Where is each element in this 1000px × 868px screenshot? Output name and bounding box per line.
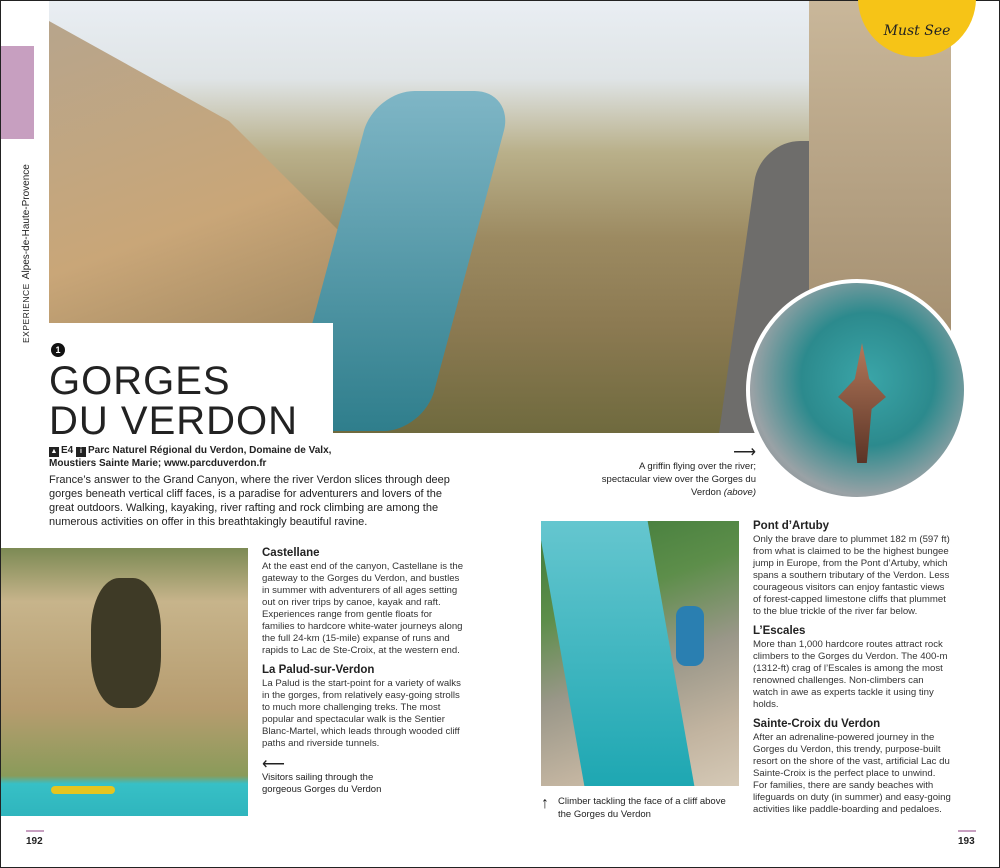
climber: [676, 606, 704, 666]
kayak: [51, 786, 115, 794]
griffin-photo: [746, 279, 968, 501]
section-color-tab: [1, 46, 34, 139]
section-heading: Castellane: [262, 547, 320, 559]
griffin-bird: [838, 343, 886, 463]
section-heading: Sainte-Croix du Verdon: [753, 718, 881, 730]
section-label: EXPERIENCE: [21, 283, 31, 343]
left-column: [262, 546, 467, 796]
right-column: [753, 519, 951, 822]
griffin-caption-text: A griffin flying over the river; spectacular view over the Gorges du Verdon: [601, 461, 756, 498]
region-label: Alpes-de-Haute-Provence: [21, 164, 32, 280]
climber-caption: [541, 795, 741, 821]
section-heading: L’Escales: [753, 625, 806, 637]
griffin-caption-note: (above): [723, 487, 756, 498]
arrow-up-icon: ↑: [541, 795, 549, 812]
intro-text: France’s answer to the Grand Canyon, where the river Verdon slices through deep gorges beneath vertical cliff faces, is a paradise for adventurers and lovers of the great outdoors. Walking, kayaking, river rafting and rock climbing are among the numerous activities on offer in this breathtakingly beautiful ravine.: [49, 474, 450, 528]
section-body: At the east end of the canyon, Castellane is the gateway to the Gorges du Verdon, and bustles in summer with adventurers of all ages setting out on river trips by canoe, kayak and raft. Experiences range from gentle floats for families to hardcore white-water journeys along the full 24-km (15-mile) expanse of runs and rapids to Lac de Ste-Croix, at the western end.: [262, 561, 464, 656]
arrow-right-icon: ⟶: [733, 444, 756, 461]
section-body: After an adrenaline-powered journey in the Gorges du Verdon, this trendy, purpose-built resort on the shore of the vast, artificial Lac du Sainte-Croix is the perfect place to unwind. For families, there are sandy beaches with lifeguards on duty (in summer) and easy-going activities like paddle-boarding and pedaloes.: [753, 732, 951, 815]
griffin-caption: [601, 446, 756, 499]
arrow-left-icon: ⟵: [262, 756, 285, 773]
map-icon: ▲: [50, 448, 58, 455]
info-icon: i: [76, 447, 86, 457]
map-ref: E4: [61, 445, 74, 456]
must-see-label: Must See: [883, 23, 951, 39]
title-line-1: GORGES: [49, 359, 231, 403]
sailing-caption: [262, 758, 402, 796]
sailing-photo: [1, 548, 248, 816]
running-header: [21, 164, 32, 343]
address: Parc Naturel Régional du Verdon, Domaine de Valx, Moustiers Sainte Marie; www.parcduverdon.fr: [49, 445, 332, 469]
climber-caption-text: Climber tackling the face of a cliff above the Gorges du Verdon: [558, 796, 726, 820]
page-number-right: 193: [958, 830, 976, 847]
entry-number: 1: [51, 343, 65, 357]
title-line-2: DU VERDON: [49, 399, 299, 443]
section-heading: La Palud-sur-Verdon: [262, 664, 375, 676]
climber-photo: [541, 521, 739, 786]
practical-info: [49, 444, 349, 470]
section-body: More than 1,000 hardcore routes attract rock climbers to the Gorges du Verdon. The 400-m (1312-ft) crag of l’Escales is among the most renowned challenges. Non-climbers can watch in awe as experts tackle it using tiny holds.: [753, 639, 948, 710]
page-title: [49, 361, 298, 441]
section-body: La Palud is the start-point for a variety of walks in the gorges, from relatively easy-going strolls to much more challenging treks. The most popular and spectacular walk is the Sentier Blanc-Martel, which leads through wooded cliff paths and riverside tunnels.: [262, 678, 461, 749]
section-body: Only the brave dare to plummet 182 m (597 ft) from what is claimed to be the highest bungee jump in Europe, from the Pont d’Artuby, which spans a southern tributary of the Verdon. Less courageous visitors can enjoy fantastic views of forest-capped limestone cliffs that plummet to the blue trickle of the river far below.: [753, 534, 950, 617]
sailing-caption-text: Visitors sailing through the gorgeous Gorges du Verdon: [262, 772, 382, 795]
page-number-left: 192: [26, 830, 44, 847]
section-heading: Pont d’Artuby: [753, 520, 830, 532]
